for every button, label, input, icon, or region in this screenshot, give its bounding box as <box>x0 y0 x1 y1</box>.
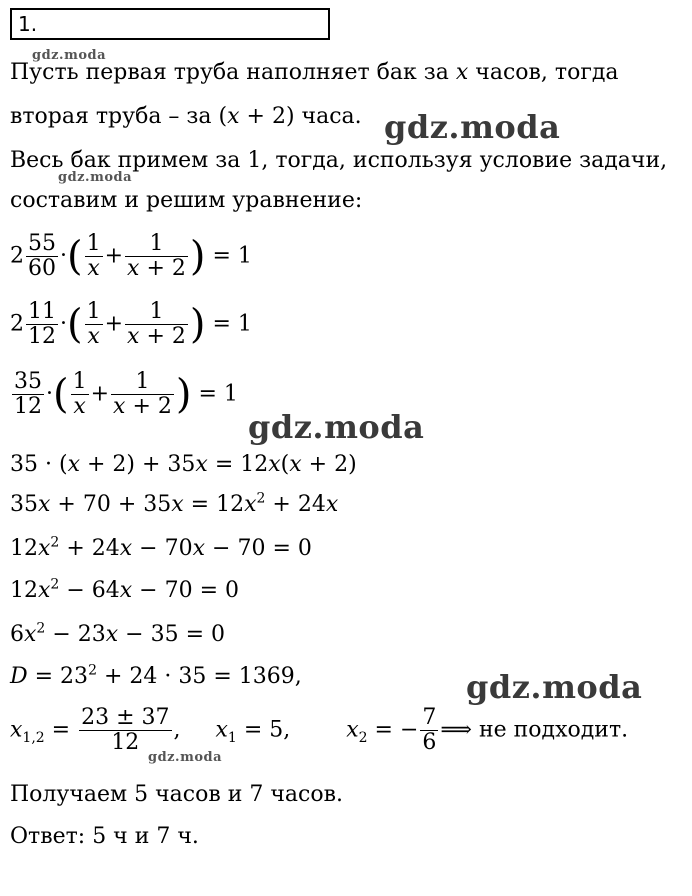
watermark: gdz.moda <box>58 170 133 185</box>
watermark: gdz.moda <box>148 750 223 765</box>
equation-roots: $x_{1,2}$ = $\frac{23 \pm 37}{12}$ , $x_1 = 5$, $x_2$ = − $\frac{7}{6}$ ⟹ не подходит. <box>10 705 629 755</box>
text-line: Пусть первая труба наполняет бак за x часов, тогда <box>10 60 619 85</box>
task-number: 1. <box>18 12 38 36</box>
equation-4: 35 · (x + 2) + 35x = 12x(x + 2) <box>10 452 357 477</box>
fraction: $\frac{1}{x + 2}$ <box>127 231 186 281</box>
mixed-whole: 2 <box>10 243 24 269</box>
fraction: $\frac{35}{12}$ <box>14 369 42 419</box>
watermark: gdz.moda <box>384 108 561 146</box>
mixed-whole: 2 <box>10 311 24 337</box>
fraction: $\frac{11}{12}$ <box>28 299 56 349</box>
fraction: $\frac{1}{x + 2}$ <box>127 299 186 349</box>
equation-1: 2 $\frac{55}{60}$ ·( $\frac{1}{x}$ + $\frac{1}{x + 2}$ ) = 1 <box>10 231 252 281</box>
result-line: Получаем 5 часов и 7 часов. <box>10 782 343 807</box>
fraction: $\frac{7}{6}$ <box>422 705 437 755</box>
watermark: gdz.moda <box>32 48 107 63</box>
equation-9: $D = 23^2 + 24 \cdot 35 = 1369$, <box>10 662 302 689</box>
watermark: gdz.moda <box>466 668 643 706</box>
equation-7: $12x^2 - 64x - 70 = 0$ <box>10 576 240 603</box>
not-suitable-note: не подходит. <box>478 717 629 743</box>
fraction: $\frac{1}{x}$ <box>86 231 101 281</box>
text-line: Весь бак примем за 1, тогда, используя условие задачи, <box>10 148 668 173</box>
fraction: $\frac{23 \pm 37}{12}$ <box>81 705 170 755</box>
equation-2: 2 $\frac{11}{12}$ ·( $\frac{1}{x}$ + $\frac{1}{x + 2}$ ) = 1 <box>10 299 252 349</box>
watermark: gdz.moda <box>248 408 425 446</box>
text-line: составим и решим уравнение: <box>10 188 363 213</box>
equation-8: $6x^2 - 23x - 35 = 0$ <box>10 620 226 647</box>
fraction: $\frac{1}{x}$ <box>86 299 101 349</box>
fraction: $\frac{55}{60}$ <box>28 231 56 281</box>
equation-5: $35x + 70 + 35x = 12x^2 + 24x$ <box>10 490 339 517</box>
equation-3: $\frac{35}{12}$ ·( $\frac{1}{x}$ + $\frac{1}{x + 2}$ ) = 1 <box>14 369 238 419</box>
text-line: вторая труба – за (x + 2) часа. <box>10 104 362 129</box>
fraction: $\frac{1}{x}$ <box>72 369 87 419</box>
task-header <box>10 8 330 40</box>
equation-6: $12x^2 + 24x - 70x - 70 = 0$ <box>10 534 312 561</box>
fraction: $\frac{1}{x + 2}$ <box>113 369 172 419</box>
answer-line: Ответ: 5 ч и 7 ч. <box>10 824 199 849</box>
